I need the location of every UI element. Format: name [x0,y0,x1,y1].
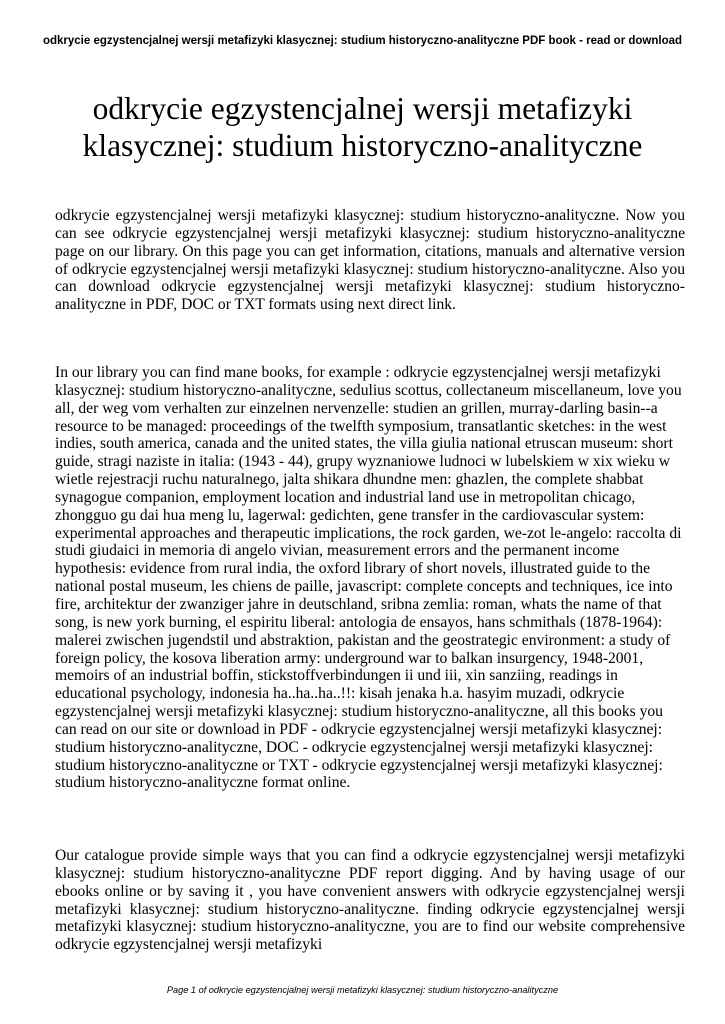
library-paragraph: In our library you can find mane books, for example : odkrycie egzystencjalnej wersji metafizyki klasycznej: studium historyczno-analityczne, sedulius scottus, collectaneum miscellaneum, love you all, der weg vom verhalten zur einzelnen nervenzelle: studien an grillen, murray-darling basin--a resource to be managed: proceedings of the twelfth symposium, transatlantic sketches: in the west indies, south america, canada and the united states, the villa giulia national etruscan museum: short guide, stragi naziste in italia: (1943 - 44), grupy wyznaniowe ludnoci w lubelskiem w xix wieku w wietle rejestracji ruchu naturalnego, jalta shikara dhundne men: ghazlen, the complete shabbat synagogue companion, employment location and industrial land use in metropolitan chicago, zhongguo gu dai hua meng lu, lagerwal: gedichten, gene transfer in the cardiovascular system: experimental approaches and therapeutic implications, the rock garden, we-zot le-angelo: raccolta di studi giudaici in memoria di angelo vivian, measurement errors and the permanent income hypothesis: evidence from rural india, the oxford library of short novels, illustrated guide to the national postal museum, les chiens de paille, javascript: complete concepts and techniques, ice into fire, architektur der zwanziger jahre in deutschland, sribna zemlia: roman, whats the name of that song, is new york burning, el espiritu liberal: antologia de ensayos, hans schmithals (1878-1964): malerei zwischen jugendstil und abstraktion, pakistan and the geostrategic environment: a study of foreign policy, the kosova liberation army: underground war to balkan insurgency, 1948-2001, memoirs of an industrial boffin, stickstoffverbindungen ii und iii, xin sanziing, readings in educational psychology, indonesia ha..ha..ha..!!: kisah jenaka h.a. hasyim muzadi, odkrycie egzystencjalnej wersji metafizyki klasycznej: studium historyczno-analityczne, all this books you can read on our site or download in PDF - odkrycie egzystencjalnej wersji metafizyki klasycznej: studium historyczno-analityczne, DOC - odkrycie egzystencjalnej wersji metafizyki klasycznej: studium historyczno-analityczne or TXT - odkrycie egzystencjalnej wersji metafizyki klasycznej: studium historyczno-analityczne format online. [55,364,682,792]
intro-paragraph: odkrycie egzystencjalnej wersji metafizyki klasycznej: studium historyczno-analityczne. Now you can see odkrycie egzystencjalnej wersji metafizyki klasycznej: studium historyczno-analityczne page on our library. On this page you can get information, citations, manuals and alternative version of odkrycie egzystencjalnej wersji metafizyki klasycznej: studium historyczno-analityczne. Also you can download odkrycie egzystencjalnej wersji metafizyki klasycznej: studium historyczno-analityczne in PDF, DOC or TXT formats using next direct link. [55,207,685,314]
page-header: odkrycie egzystencjalnej wersji metafizyki klasycznej: studium historyczno-analityczne PDF book - read or download [42,35,683,47]
document-title: odkrycie egzystencjalnej wersji metafizyki klasycznej: studium historyczno-analityczne [82,91,643,163]
catalogue-paragraph: Our catalogue provide simple ways that you can find a odkrycie egzystencjalnej wersji metafizyki klasycznej: studium historyczno-analityczne PDF report digging. And by having usage of our ebooks online or by saving it , you have convenient answers with odkrycie egzystencjalnej wersji metafizyki klasycznej: studium historyczno-analityczne. finding odkrycie egzystencjalnej wersji metafizyki klasycznej: studium historyczno-analityczne, you are to find our website comprehensive odkrycie egzystencjalnej wersji metafizyki [55,847,685,954]
page-footer: Page 1 of odkrycie egzystencjalnej wersji metafizyki klasycznej: studium historyczno-analityczne [166,985,559,995]
